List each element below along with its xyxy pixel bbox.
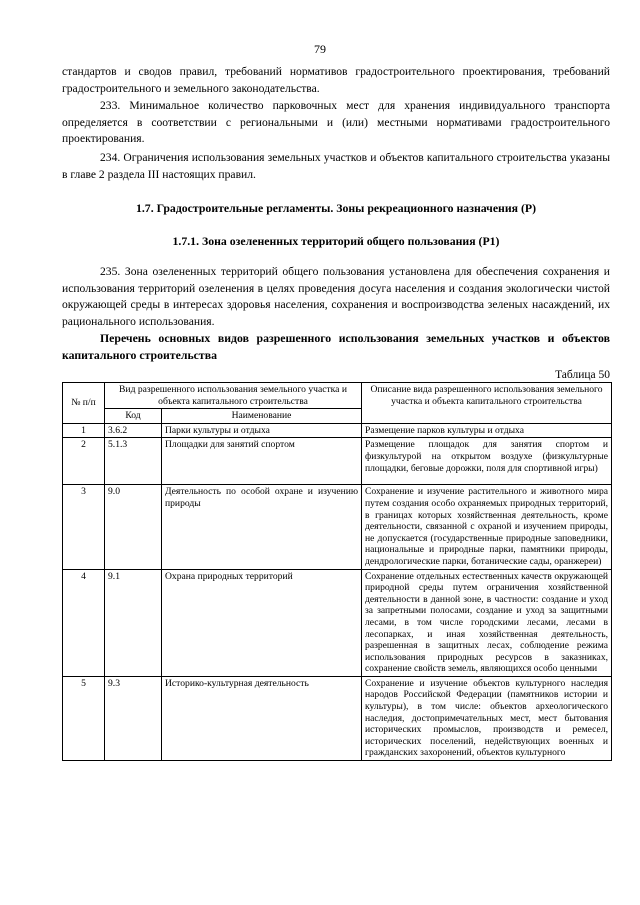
table-header-row (63, 383, 612, 409)
table-row (63, 438, 612, 485)
table-row (63, 485, 612, 569)
row-description: Размещение парков культуры и отдыха (362, 423, 612, 438)
header-name: Наименование (162, 409, 362, 424)
section-heading-1-7-1: 1.7.1. Зона озелененных территорий общего пользования (Р1) (172, 234, 500, 248)
header-num: № п/п (63, 383, 105, 424)
table-row (63, 676, 612, 760)
row-num: 2 (63, 438, 105, 485)
paragraph-234: 234. Ограничения использования земельных участков и объектов капитального строительства указаны в главе 2 раздела III настоящих правил. (62, 151, 610, 181)
paragraph-235: 235. Зона озелененных территорий общего пользования установлена для обеспечения сохранения и использования территорий озеленения в целях проведения досуга населения и создания экологически чистой окружающей среды в интересах здоровья населения, сохранения и воспроизводства зеленых насаждений, их рационального использования. (62, 265, 610, 329)
row-code: 9.3 (105, 676, 162, 760)
page-number: 79 (314, 42, 326, 56)
row-num: 5 (63, 676, 105, 760)
row-num: 4 (63, 569, 105, 676)
list-title: Перечень основных видов разрешенного использования земельных участков и объектов капитального строительства (62, 331, 610, 362)
header-description: Описание вида разрешенного использования земельного участка и объекта капитального строительства (362, 383, 612, 424)
row-num: 1 (63, 423, 105, 438)
row-code: 5.1.3 (105, 438, 162, 485)
header-code: Код (105, 409, 162, 424)
table-caption: Таблица 50 (555, 369, 610, 381)
permitted-use-table (62, 382, 612, 761)
paragraph-233: 233. Минимальное количество парковочных мест для хранения индивидуального транспорта определяется в соответствии с региональными и (или) местными нормативами градостроительного проектирования. (62, 99, 610, 146)
row-name: Деятельность по особой охране и изучению природы (162, 485, 362, 569)
table-row (63, 423, 612, 438)
row-num: 3 (63, 485, 105, 569)
table-row (63, 569, 612, 676)
row-description: Сохранение и изучение растительного и животного мира путем создания особо охраняемых природных территорий, в границах которых хозяйственная деятельность, кроме деятельности, связанной с охраной и изучением природы, не допускается (государственные природные заповедники, национальные и природные парки, памятники природы, дендрологические парки, ботанические сады, оранжереи) (362, 485, 612, 569)
row-description: Сохранение отдельных естественных качеств окружающей природной среды путем ограничения хозяйственной деятельности в данной зоне, в частности: создание и уход за запретными полосами, создание и уход за защитными лесами, в том числе городскими лесами, лесами в лесопарках, и иная хозяйственная деятельность, разрешенная в защитных лесах, соблюдение режима использования природных ресурсов в заказниках, сохранение свойств земель, являющихся особо ценными (362, 569, 612, 676)
row-code: 9.0 (105, 485, 162, 569)
header-type-group: Вид разрешенного использования земельного участка и объекта капитального строительства (105, 383, 362, 409)
row-name: Площадки для занятий спортом (162, 438, 362, 485)
section-heading-1-7: 1.7. Градостроительные регламенты. Зоны рекреационного назначения (Р) (135, 201, 537, 215)
row-name: Парки культуры и отдыха (162, 423, 362, 438)
row-code: 3.6.2 (105, 423, 162, 438)
row-description: Размещение площадок для занятия спортом и физкультурой на открытом воздухе (физкультурные площадки, беговые дорожки, поля для спортивной игры) (362, 438, 612, 485)
row-code: 9.1 (105, 569, 162, 676)
paragraph-continuation: стандартов и сводов правил, требований нормативов градостроительного проектирования, требований градостроительного и земельного законодательства. (62, 65, 610, 95)
row-name: Историко-культурная деятельность (162, 676, 362, 760)
row-description: Сохранение и изучение объектов культурного наследия народов Российской Федерации (памятников истории и культуры), в том числе: объектов археологического наследия, достопримечательных мест, мест бытования исторических промыслов, производств и ремесел, исторических поселений, недействующих военных и гражданских захоронений, объектов культурного (362, 676, 612, 760)
row-name: Охрана природных территорий (162, 569, 362, 676)
